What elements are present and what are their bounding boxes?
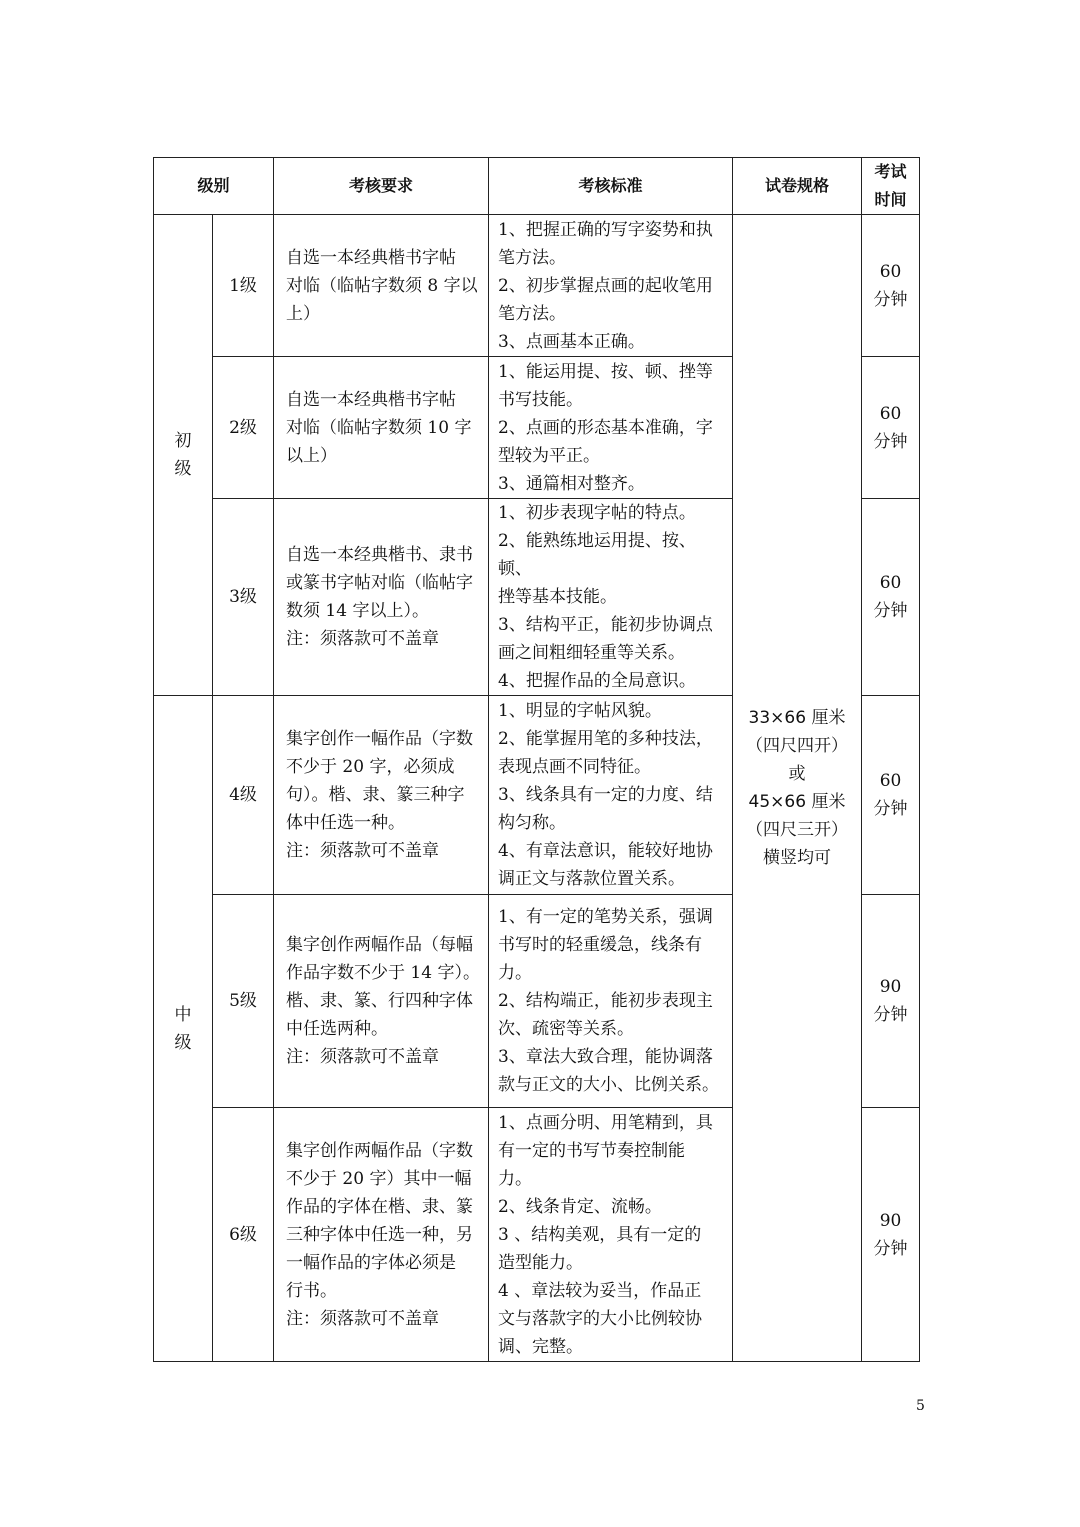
- time-cell: 90 分钟: [862, 1108, 920, 1362]
- grade-cell: 3级: [213, 499, 274, 696]
- header-spec: 试卷规格: [733, 158, 862, 215]
- grade-cell: 2级: [213, 357, 274, 499]
- grade-cell: 4级: [213, 696, 274, 895]
- header-requirement: 考核要求: [274, 158, 489, 215]
- standard-cell: 1、初步表现字帖的特点。 2、能熟练地运用提、按、顿、 挫等基本技能。 3、结构平正，能初步协调点 画之间粗细轻重等关系。 4、把握作品的全局意识。: [489, 499, 733, 696]
- standard-cell: 1、有一定的笔势关系，强调 书写时的轻重缓急，线条有 力。 2、结构端正，能初步表现主 次、疏密等关系。 3、章法大致合理，能协调落 款与正文的大小、比例关系。: [489, 895, 733, 1108]
- group-primary-cell: 初 级: [154, 215, 213, 696]
- standard-cell: 1、能运用提、按、顿、挫等 书写技能。 2、点画的形态基本准确，字 型较为平正。 3、通篇相对整齐。: [489, 357, 733, 499]
- requirement-cell: 自选一本经典楷书字帖 对临（临帖字数须 8 字以 上）: [274, 215, 489, 357]
- time-cell: 60 分钟: [862, 357, 920, 499]
- requirement-cell: 自选一本经典楷书、隶书 或篆书字帖对临（临帖字 数须 14 字以上）。 注：须落款可不盖章: [274, 499, 489, 696]
- table-header-row: [154, 158, 920, 215]
- standard-cell: 1、点画分明、用笔精到，具 有一定的书写节奏控制能 力。 2、线条肯定、流畅。 3 、结构美观，具有一定的 造型能力。 4 、章法较为妥当，作品正 文与落款字的大小比例较协 调、完整。: [489, 1108, 733, 1362]
- table-row: [154, 215, 920, 357]
- standard-cell: 1、把握正确的写字姿势和执 笔方法。 2、初步掌握点画的起收笔用 笔方法。 3、点画基本正确。: [489, 215, 733, 357]
- page-number: 5: [916, 1398, 925, 1414]
- standard-cell: 1、明显的字帖风貌。 2、能掌握用笔的多种技法， 表现点画不同特征。 3、线条具有一定的力度、结 构匀称。 4、有章法意识，能较好地协 调正文与落款位置关系。: [489, 696, 733, 895]
- group-intermediate-cell: 中 级: [154, 696, 213, 1362]
- header-level: 级别: [154, 158, 274, 215]
- time-cell: 90 分钟: [862, 895, 920, 1108]
- grade-cell: 6级: [213, 1108, 274, 1362]
- paper-spec-cell: 33×66 厘米 （四尺四开） 或 45×66 厘米 （四尺三开） 横竖均可: [733, 215, 862, 1362]
- requirement-cell: 集字创作两幅作品（每幅 作品字数不少于 14 字）。 楷、隶、篆、行四种字体 中任选两种。 注：须落款可不盖章: [274, 895, 489, 1108]
- header-time: 考试 时间: [862, 158, 920, 215]
- requirement-cell: 自选一本经典楷书字帖 对临（临帖字数须 10 字 以上）: [274, 357, 489, 499]
- grade-cell: 1级: [213, 215, 274, 357]
- requirement-cell: 集字创作两幅作品（字数 不少于 20 字）其中一幅 作品的字体在楷、隶、篆 三种字体中任选一种，另 一幅作品的字体必须是 行书。 注：须落款可不盖章: [274, 1108, 489, 1362]
- requirement-cell: 集字创作一幅作品（字数 不少于 20 字，必须成 句）。楷、隶、篆三种字 体中任选一种。 注：须落款可不盖章: [274, 696, 489, 895]
- time-cell: 60 分钟: [862, 215, 920, 357]
- header-standard: 考核标准: [489, 158, 733, 215]
- time-cell: 60 分钟: [862, 696, 920, 895]
- grade-cell: 5级: [213, 895, 274, 1108]
- exam-requirements-table: [153, 157, 920, 1362]
- time-cell: 60 分钟: [862, 499, 920, 696]
